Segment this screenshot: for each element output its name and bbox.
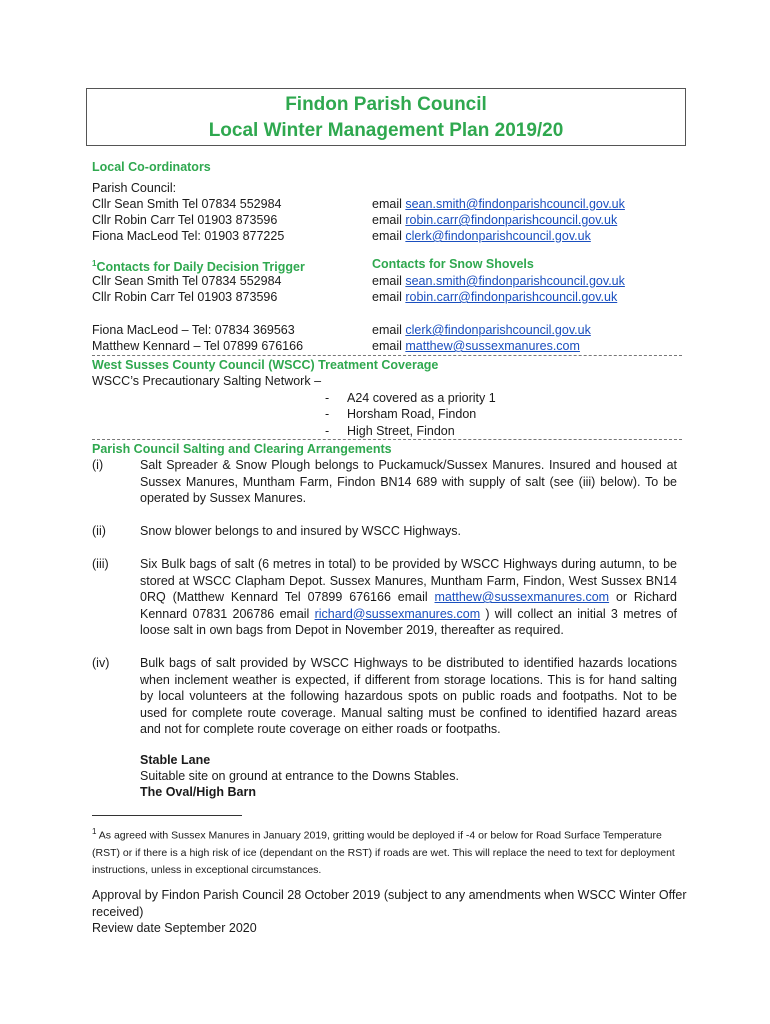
salting-item (92, 523, 677, 540)
item-text (140, 556, 677, 639)
email-link[interactable]: sean.smith@findonparishcouncil.gov.uk (405, 274, 625, 288)
salting-item (92, 655, 677, 738)
other-contact-email-row (372, 338, 580, 355)
review-date: Review date September 2020 (92, 921, 257, 935)
item-number: (ii) (92, 524, 106, 538)
item-number: (i) (92, 458, 104, 472)
coordinator-email-row (372, 228, 591, 245)
item-text-part: or Richard Kennard 07831 206786 email (140, 590, 677, 621)
shovel-email-row (372, 289, 617, 306)
footnote (92, 823, 682, 879)
item-number: (iii) (92, 557, 109, 571)
other-contact-name: Fiona MacLeod – Tel: 07834 369563 (92, 323, 295, 337)
document-subtitle: Local Winter Management Plan 2019/20 (208, 120, 564, 141)
email-link[interactable]: robin.carr@findonparishcouncil.gov.uk (405, 290, 618, 304)
footnote-ref[interactable]: 1 (92, 259, 97, 268)
email-label: email (372, 229, 402, 243)
wscc-item-dash: - (325, 391, 330, 405)
other-contact-name: Matthew Kennard – Tel 07899 676166 (92, 339, 304, 353)
shovel-email-row (372, 273, 625, 290)
trigger-contact: Cllr Robin Carr Tel 01903 873596 (92, 290, 278, 304)
wscc-item: A24 covered as a priority 1 (347, 391, 496, 405)
salting-item (92, 556, 677, 639)
site-name: The Oval/High Barn (140, 785, 256, 799)
wscc-item-dash: - (325, 424, 330, 438)
email-link[interactable]: clerk@findonparishcouncil.gov.uk (405, 229, 591, 243)
item-text-part: ) will collect an initial 3 metres of loose salt in own bags from Depot in November 2019, thereafter as required. (140, 606, 678, 637)
wscc-item: Horsham Road, Findon (347, 407, 477, 421)
footnote-text: As agreed with Sussex Manures in January 2019, gritting would be deployed if -4 or below for Road Surface Temperature (RST) or if there is a high risk of ice (dependant on the RST) if roads are wet. This will replace the need to text for deployment instructions, unless in exceptional circumstances. (92, 829, 675, 876)
item-text: Bulk bags of salt provided by WSCC Highways to be distributed to identified hazards locations when inclement weather is expected, if different from storage locations. This is for hand salting by local volunteers at the following hazardous spots on public roads and footpaths. Not to be used for complete route coverage. Manual salting must be confined to identified hazard areas and not for complete route coverage on either roads or footpaths. (140, 656, 677, 736)
wscc-intro: WSCC’s Precautionary Salting Network – (92, 374, 322, 388)
site-name: Stable Lane (140, 753, 211, 767)
wscc-item-dash: - (325, 407, 330, 421)
item-text-part: Six Bulk bags of salt (6 metres in total) to be provided by WSCC Highways during autumn, to be stored at WSCC Clapham Depot. Sussex Manures, Muntham Farm, Findon, West Sussex BN14 0RQ (Matthew Kennard Tel 07899 676166 email (140, 557, 677, 604)
footnote-rule (92, 815, 242, 816)
coordinator-name: Cllr Sean Smith Tel 07834 552984 (92, 197, 282, 211)
email-label: email (372, 213, 402, 227)
site-description: Suitable site on ground at entrance to the Downs Stables. (140, 769, 459, 783)
section-divider (92, 439, 682, 440)
email-link[interactable]: clerk@findonparishcouncil.gov.uk (405, 323, 591, 337)
email-link[interactable]: sean.smith@findonparishcouncil.gov.uk (405, 197, 625, 211)
email-link[interactable]: richard@sussexmanures.com (314, 606, 481, 621)
local-coordinators-heading: Local Co-ordinators (92, 160, 211, 174)
coordinator-email-row (372, 212, 617, 229)
email-label: email (372, 197, 402, 211)
other-contact-email-row (372, 322, 591, 339)
email-label: email (372, 339, 402, 353)
snow-shovels-heading: Contacts for Snow Shovels (372, 257, 534, 271)
email-label: email (372, 274, 402, 288)
salting-item (92, 457, 677, 507)
daily-trigger-heading-text: Contacts for Daily Decision Trigger (96, 260, 305, 275)
coordinator-name: Fiona MacLeod Tel: 01903 877225 (92, 229, 285, 243)
email-label: email (372, 290, 402, 304)
trigger-contact: Cllr Sean Smith Tel 07834 552984 (92, 274, 282, 288)
parish-salting-heading: Parish Council Salting and Clearing Arrangements (92, 442, 392, 456)
email-link[interactable]: robin.carr@findonparishcouncil.gov.uk (405, 213, 618, 227)
item-number: (iv) (92, 656, 110, 670)
section-divider (92, 355, 682, 356)
approval-text: Approval by Findon Parish Council 28 October 2019 (subject to any amendments when WSCC Winter Offer received) (92, 888, 687, 919)
email-link[interactable]: matthew@sussexmanures.com (434, 590, 610, 604)
item-text: Snow blower belongs to and insured by WSCC Highways. (140, 524, 461, 538)
document-title: Findon Parish Council (285, 94, 487, 115)
coordinator-email-row (372, 196, 625, 213)
title-box (86, 88, 686, 146)
coordinator-name: Cllr Robin Carr Tel 01903 873596 (92, 213, 278, 227)
email-link[interactable]: matthew@sussexmanures.com (405, 339, 580, 353)
item-text: Salt Spreader & Snow Plough belongs to Puckamuck/Sussex Manures. Insured and housed at Sussex Manures, Muntham Farm, Findon BN14 689 with supply of salt (see (iii) below). To be operated by Sussex Manures. (140, 458, 677, 505)
footnote-marker: 1 (92, 827, 97, 836)
parish-council-label: Parish Council: (92, 181, 177, 195)
wscc-item: High Street, Findon (347, 424, 455, 438)
email-label: email (372, 323, 402, 337)
wscc-heading: West Susses County Council (WSCC) Treatment Coverage (92, 358, 439, 372)
